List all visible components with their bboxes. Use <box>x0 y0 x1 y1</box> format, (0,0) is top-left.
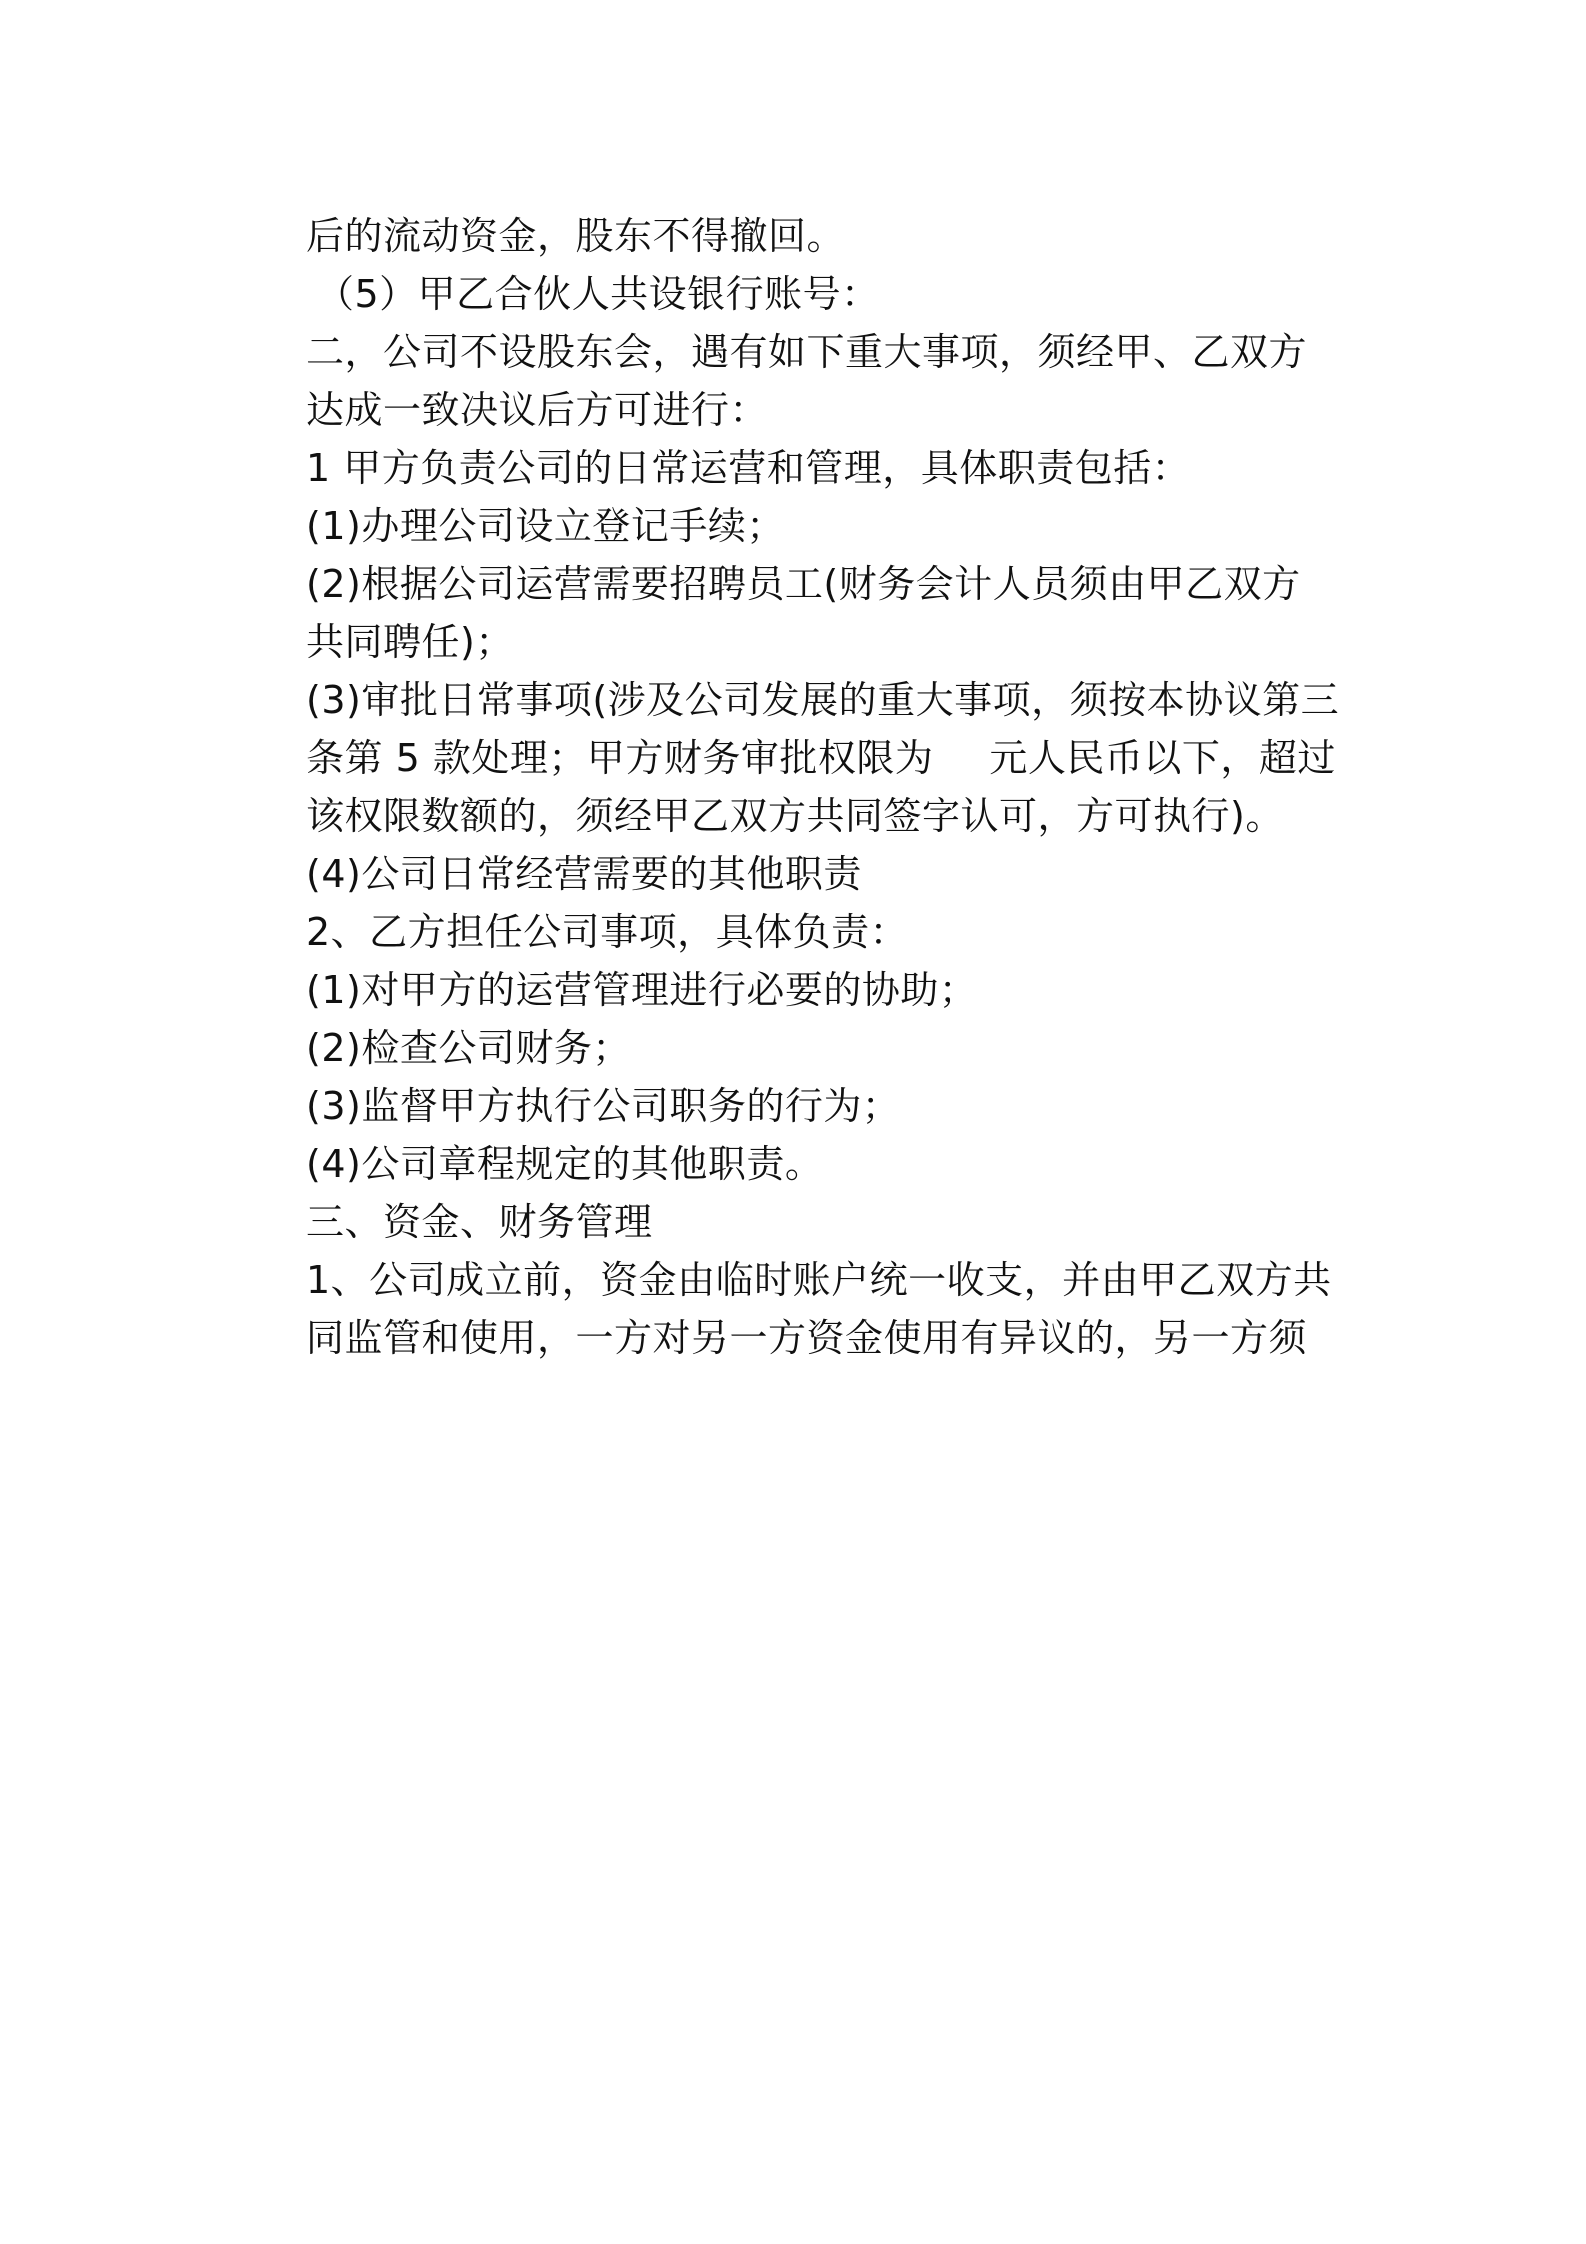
text-line-with-blank <box>306 736 1336 780</box>
text-line: 二，公司不设股东会，遇有如下重大事项，须经甲、乙双方 <box>306 330 1308 374</box>
text-line: 同监管和使用，一方对另一方资金使用有异议的，另一方须 <box>306 1316 1308 1360</box>
section-heading: 三、资金、财务管理 <box>306 1200 653 1244</box>
text-line: 达成一致决议后方可进行： <box>306 388 769 432</box>
text-line: (2)检查公司财务； <box>306 1026 631 1070</box>
text-line: 该权限数额的，须经甲乙双方共同签字认可，方可执行)。 <box>306 794 1284 838</box>
text-line: (4)公司日常经营需要的其他职责 <box>306 852 862 896</box>
text-segment: 条第 5 款处理；甲方财务审批权限为 <box>306 736 934 780</box>
text-line: 后的流动资金，股东不得撤回。 <box>306 214 846 258</box>
text-line: (3)审批日常事项(涉及公司发展的重大事项，须按本协议第三 <box>306 678 1340 722</box>
text-segment: 元人民币以下，超过 <box>989 736 1336 780</box>
text-line: （5）甲乙合伙人共设银行账号： <box>316 272 880 316</box>
text-line: (2)根据公司运营需要招聘员工(财务会计人员须由甲乙双方 <box>306 562 1301 606</box>
text-line: (3)监督甲方执行公司职务的行为； <box>306 1084 901 1128</box>
text-line: 1 甲方负责公司的日常运营和管理，具体职责包括： <box>306 446 1191 490</box>
text-line: (1)对甲方的运营管理进行必要的协助； <box>306 968 978 1012</box>
text-line: 2、乙方担任公司事项，具体负责： <box>306 910 909 954</box>
text-line: (1)办理公司设立登记手续； <box>306 504 785 548</box>
text-line: 共同聘任)； <box>306 620 514 664</box>
text-line: 1、公司成立前，资金由临时账户统一收支，并由甲乙双方共 <box>306 1258 1332 1302</box>
text-line: (4)公司章程规定的其他职责。 <box>306 1142 824 1186</box>
